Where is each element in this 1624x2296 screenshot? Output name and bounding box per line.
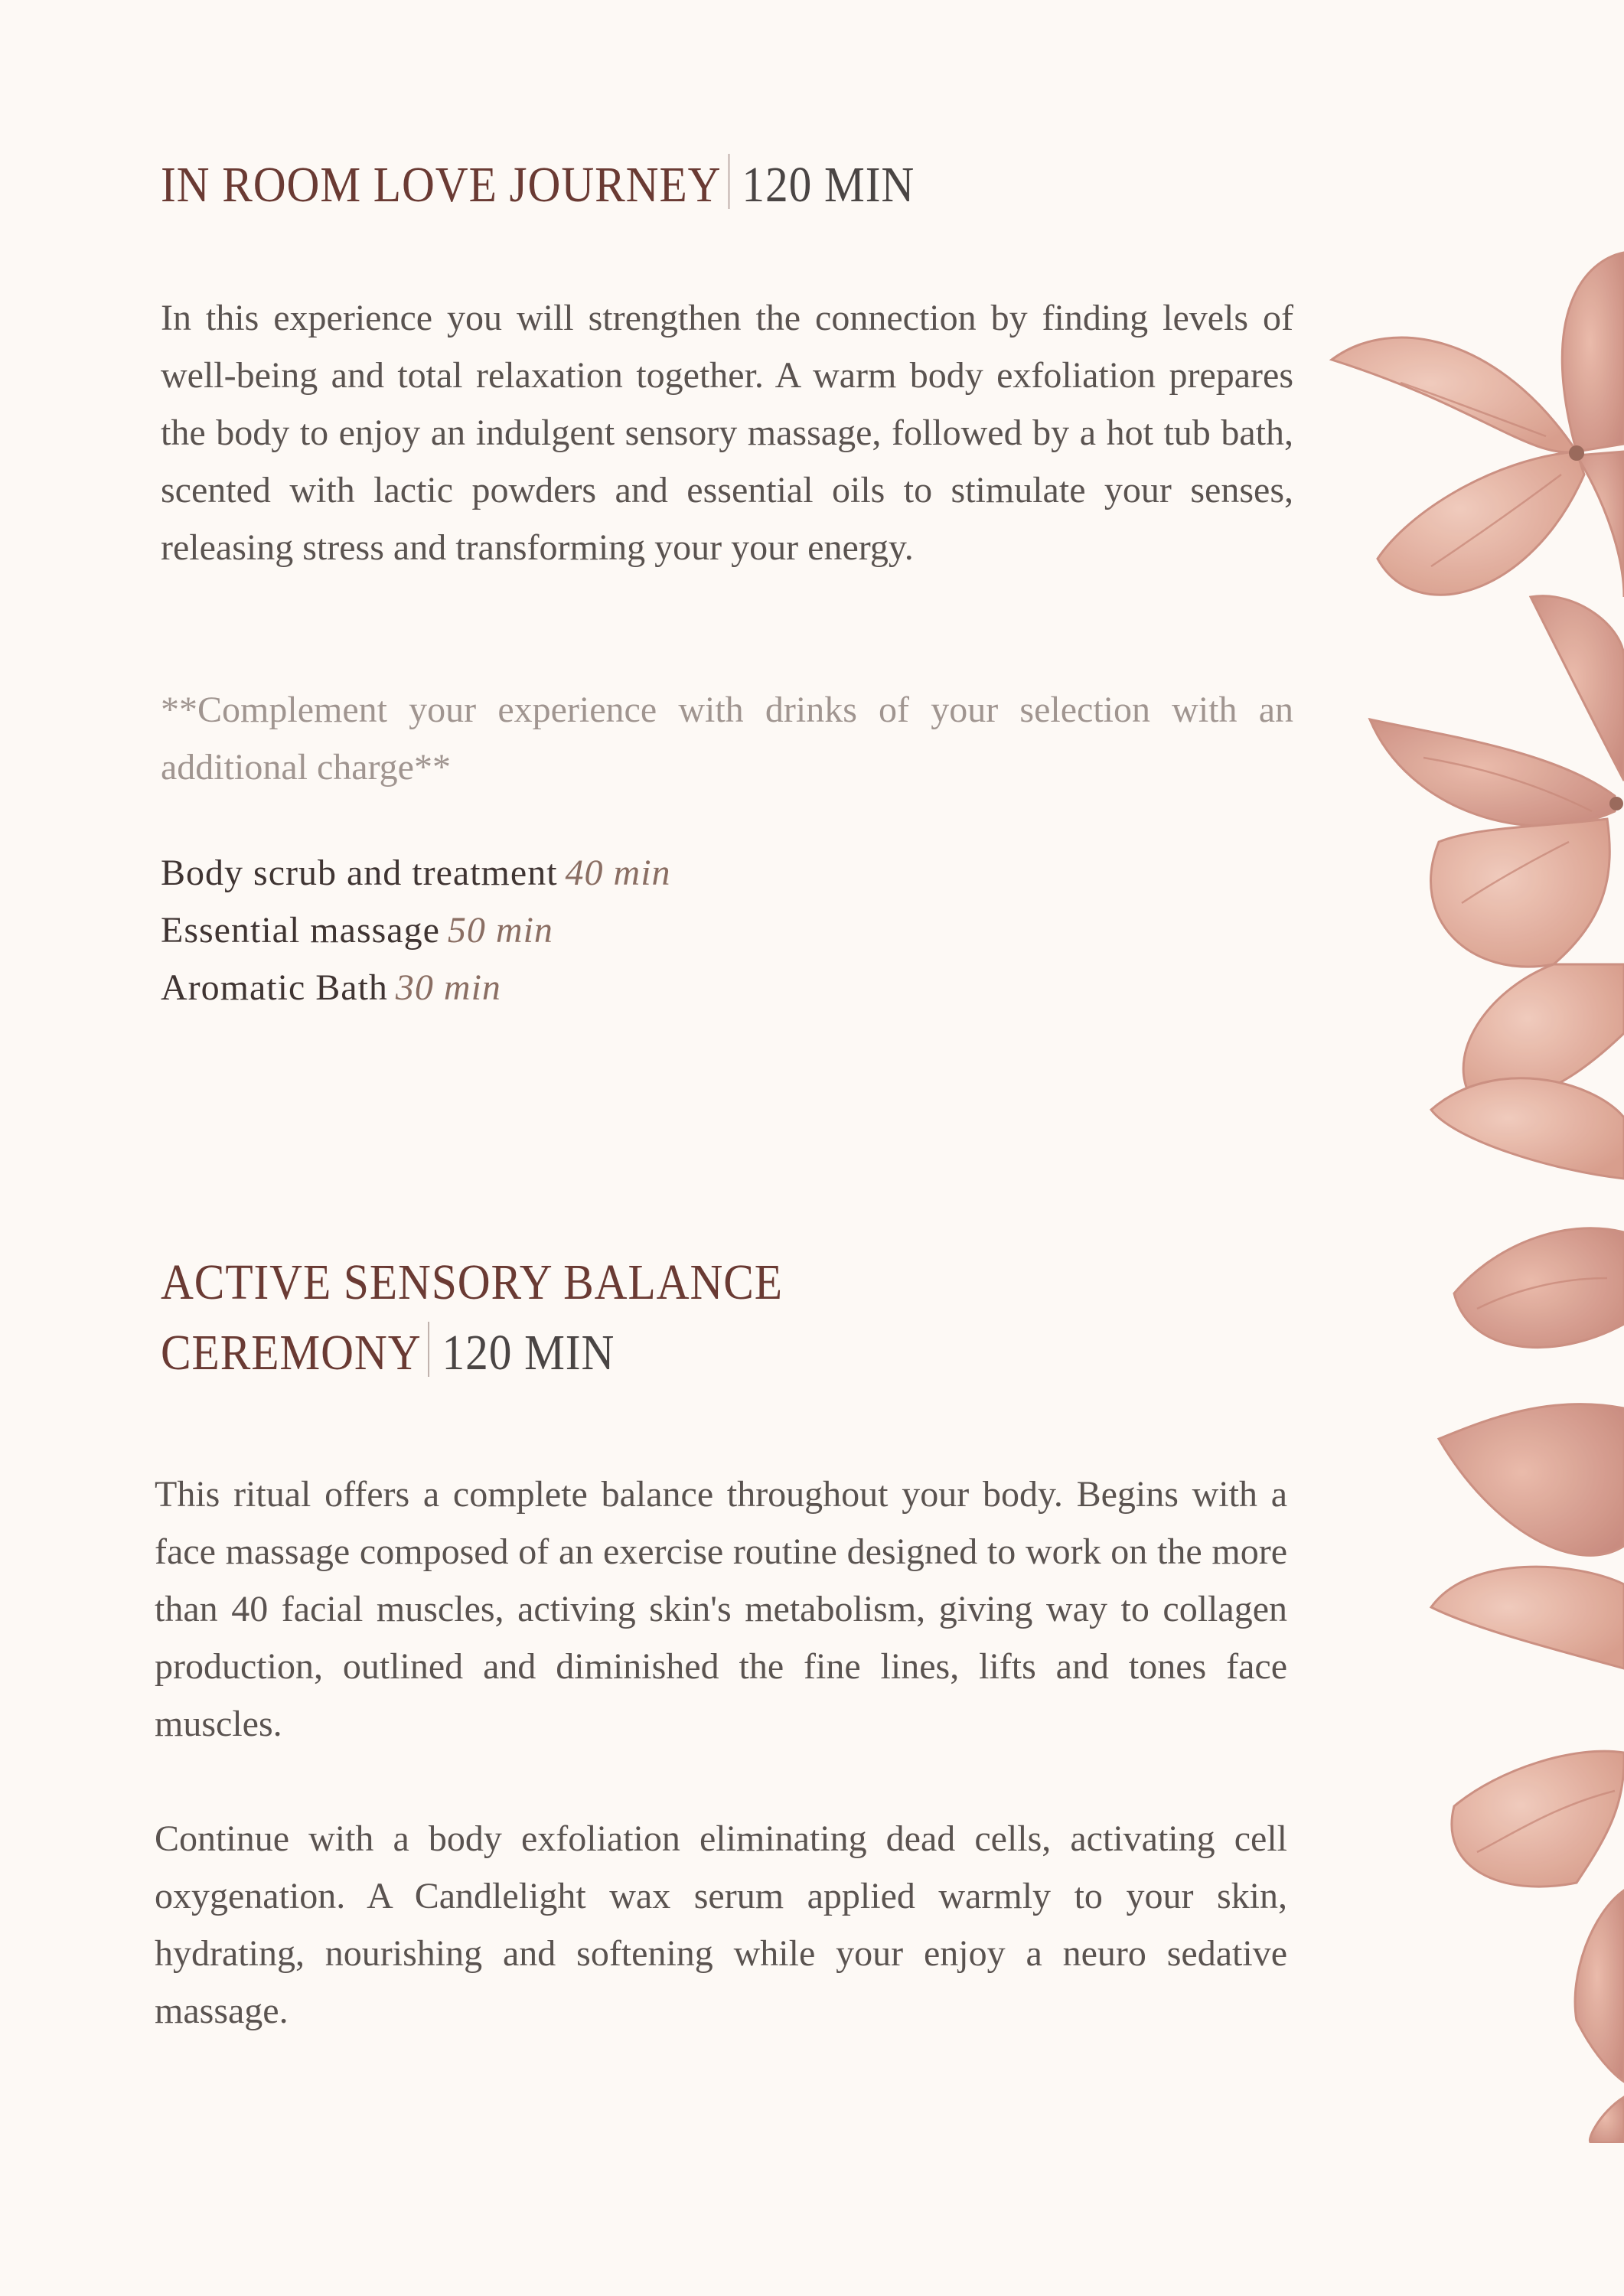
title-duration: 120 MIN	[742, 157, 915, 213]
treatment-time: 30 min	[395, 967, 501, 1008]
love-journey-description: In this experience you will strengthen the connection by finding levels of well-being and total relaxation together. A warm body exfoliation prepares the body to enjoy an indulgent sensory massage, followed by a hot tub bath, scented with lactic powders and essential oils to stimulate your senses, releasing stress and transforming your your energy.	[161, 298, 1293, 568]
sensory-balance-paragraph-2: Continue with a body exfoliation eliminating dead cells, activating cell oxygenation. A Candlelight wax serum applied warmly to your skin, hydrating, nourishing and softening while your enjoy a neuro sedative massage.	[155, 1818, 1287, 2031]
watercolor-flower-icon	[1301, 230, 1624, 2143]
section-title-love-journey	[161, 150, 915, 220]
treatment-list	[161, 844, 671, 1016]
treatment-item: Aromatic Bath 30 min	[161, 967, 501, 1008]
title-text: IN ROOM LOVE JOURNEY	[161, 157, 722, 213]
title-divider	[728, 154, 729, 209]
treatment-time: 50 min	[447, 910, 553, 951]
title-text-line1: ACTIVE SENSORY BALANCE	[161, 1254, 783, 1310]
drinks-note: **Complement your experience with drinks of your selection with an additional charge**	[161, 690, 1293, 788]
treatment-item: Essential massage 50 min	[161, 910, 553, 951]
title-divider	[429, 1322, 430, 1377]
title-duration: 120 MIN	[442, 1325, 615, 1381]
treatment-item: Body scrub and treatment 40 min	[161, 853, 671, 893]
sensory-balance-paragraph-1: This ritual offers a complete balance throughout your body. Begins with a face massage composed of an exercise routine designed to work on the more than 40 facial muscles, activing skin's metabolism, giving way to collagen production, outlined and diminished the fine lines, lifts and tones face muscles.	[155, 1474, 1287, 1744]
treatment-time: 40 min	[565, 853, 671, 893]
section-title-sensory-balance	[161, 1247, 783, 1388]
title-text-line2: CEREMONY	[161, 1325, 422, 1381]
